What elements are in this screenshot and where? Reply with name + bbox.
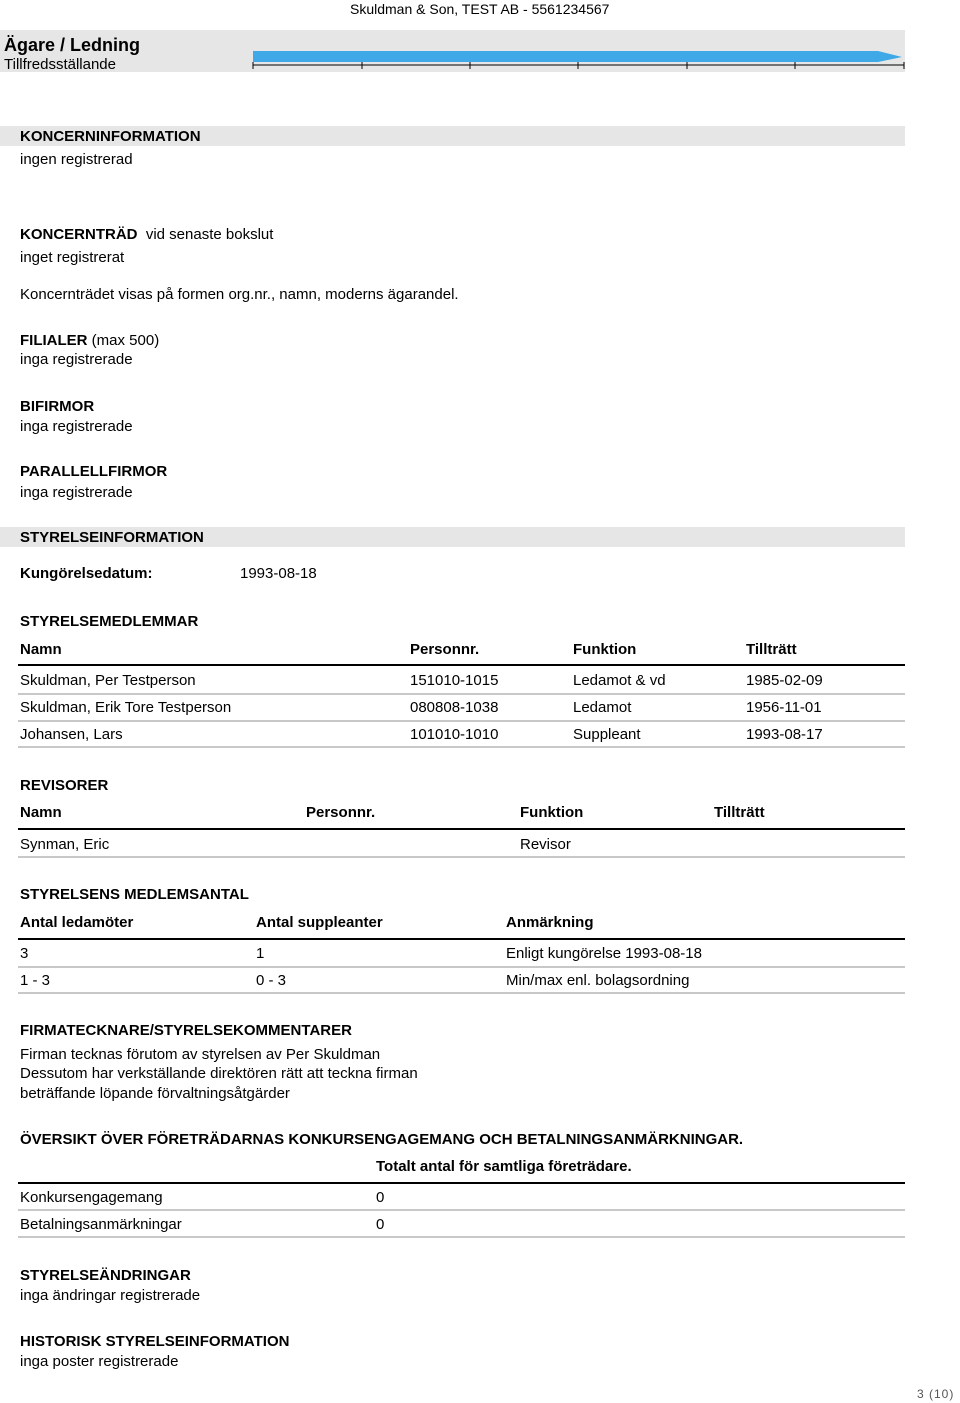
col-antal-ledamoter: Antal ledamöter	[20, 914, 134, 931]
bifirmor-value: inga registrerade	[20, 418, 133, 435]
filialer-heading-line	[20, 332, 159, 350]
revisor-funktion: Revisor	[520, 836, 571, 853]
member-personnr: 080808-1038	[410, 699, 499, 716]
oversikt-column: Totalt antal för samtliga företrädare.	[376, 1158, 632, 1175]
styrelseinfo-heading: STYRELSEINFORMATION	[20, 529, 204, 546]
filialer-heading: FILIALER	[20, 332, 88, 349]
antal-suppleanter: 0 - 3	[256, 972, 287, 989]
member-tilltratt: 1985-02-09	[746, 672, 823, 689]
kungorelse-value: 1993-08-18	[240, 565, 317, 582]
member-tilltratt: 1956-11-01	[746, 699, 822, 716]
firmatecknare-line: Firman tecknas förutom av styrelsen av Per Skuldman	[20, 1046, 381, 1063]
row-divider	[18, 746, 905, 748]
koncerntrad-note: Koncernträdet visas på formen org.nr., namn, moderns ägarandel.	[20, 286, 459, 303]
koncerntrad-heading-line	[20, 226, 273, 244]
bifirmor-heading: BIFIRMOR	[20, 398, 95, 415]
row-divider	[18, 1236, 905, 1238]
anmarkning: Enligt kungörelse 1993-08-18	[506, 945, 702, 962]
styrelsemedlemmar-heading: STYRELSEMEDLEMMAR	[20, 613, 199, 630]
member-funktion: Ledamot & vd	[573, 672, 666, 689]
col-tilltratt: Tillträtt	[746, 641, 797, 658]
koncerninfo-heading: KONCERNINFORMATION	[20, 128, 201, 145]
rating-bar	[250, 48, 906, 70]
filialer-subheading: (max 500)	[91, 332, 160, 349]
parallellfirmor-value: inga registrerade	[20, 484, 133, 501]
member-name: Skuldman, Erik Tore Testperson	[20, 699, 232, 716]
col-personnr: Personnr.	[410, 641, 480, 658]
row-divider	[18, 720, 905, 722]
oversikt-label: Konkursengagemang	[20, 1189, 163, 1206]
oversikt-label: Betalningsanmärkningar	[20, 1216, 182, 1233]
koncerntrad-subheading: vid senaste bokslut	[145, 226, 274, 243]
member-name: Johansen, Lars	[20, 726, 123, 743]
oversikt-value: 0	[376, 1216, 385, 1233]
row-divider	[18, 1209, 905, 1211]
col-funktion: Funktion	[573, 641, 637, 658]
member-personnr: 101010-1010	[410, 726, 499, 743]
firmatecknare-heading: FIRMATECKNARE/STYRELSEKOMMENTARER	[20, 1022, 352, 1039]
parallellfirmor-heading: PARALLELLFIRMOR	[20, 463, 168, 480]
medlemsantal-heading: STYRELSENS MEDLEMSANTAL	[20, 886, 249, 903]
antal-ledamoter: 3	[20, 945, 29, 962]
table-header-rule	[18, 664, 905, 666]
col-antal-suppleanter: Antal suppleanter	[256, 914, 383, 931]
member-funktion: Ledamot	[573, 699, 632, 716]
rating-value: Tillfredsställande	[4, 56, 116, 73]
styrelseandringar-heading: STYRELSEÄNDRINGAR	[20, 1267, 191, 1284]
rating-title: Ägare / Ledning	[4, 35, 141, 55]
row-divider	[18, 856, 905, 858]
rev-col-personnr: Personnr.	[306, 804, 376, 821]
rev-col-tilltratt: Tillträtt	[714, 804, 765, 821]
styrelseandringar-value: inga ändringar registrerade	[20, 1287, 201, 1304]
firmatecknare-line: Dessutom har verkställande direktören rätt att teckna firman	[20, 1065, 418, 1082]
row-divider	[18, 966, 905, 968]
col-namn: Namn	[20, 641, 62, 658]
firmatecknare-line: beträffande löpande förvaltningsåtgärder	[20, 1085, 290, 1102]
table-header-rule	[18, 938, 905, 940]
company-header: Skuldman & Son, TEST AB - 5561234567	[350, 1, 610, 17]
historisk-heading: HISTORISK STYRELSEINFORMATION	[20, 1333, 290, 1350]
member-name: Skuldman, Per Testperson	[20, 672, 196, 689]
member-personnr: 151010-1015	[410, 672, 499, 689]
member-tilltratt: 1993-08-17	[746, 726, 823, 743]
table-header-rule	[18, 1182, 905, 1184]
col-anmarkning: Anmärkning	[506, 914, 594, 931]
koncerntrad-value: inget registrerat	[20, 249, 125, 266]
filialer-value: inga registrerade	[20, 351, 133, 368]
row-divider	[18, 693, 905, 695]
revisorer-heading: REVISORER	[20, 777, 109, 794]
revisor-name: Synman, Eric	[20, 836, 110, 853]
koncerntrad-heading: KONCERNTRÄD	[20, 226, 138, 243]
anmarkning: Min/max enl. bolagsordning	[506, 972, 690, 989]
oversikt-heading: ÖVERSIKT ÖVER FÖRETRÄDARNAS KONKURSENGAGEMANG OCH BETALNINGSANMÄRKNINGAR.	[20, 1131, 744, 1148]
page-number: 3 (10)	[917, 1387, 955, 1401]
rev-col-namn: Namn	[20, 804, 62, 821]
oversikt-value: 0	[376, 1189, 385, 1206]
row-divider	[18, 992, 905, 994]
historisk-value: inga poster registrerade	[20, 1353, 179, 1370]
koncerninfo-value: ingen registrerad	[20, 151, 133, 168]
antal-suppleanter: 1	[256, 945, 265, 962]
member-funktion: Suppleant	[573, 726, 641, 743]
kungorelse-label: Kungörelsedatum:	[20, 565, 153, 582]
table-header-rule	[18, 828, 905, 830]
antal-ledamoter: 1 - 3	[20, 972, 51, 989]
rev-col-funktion: Funktion	[520, 804, 584, 821]
